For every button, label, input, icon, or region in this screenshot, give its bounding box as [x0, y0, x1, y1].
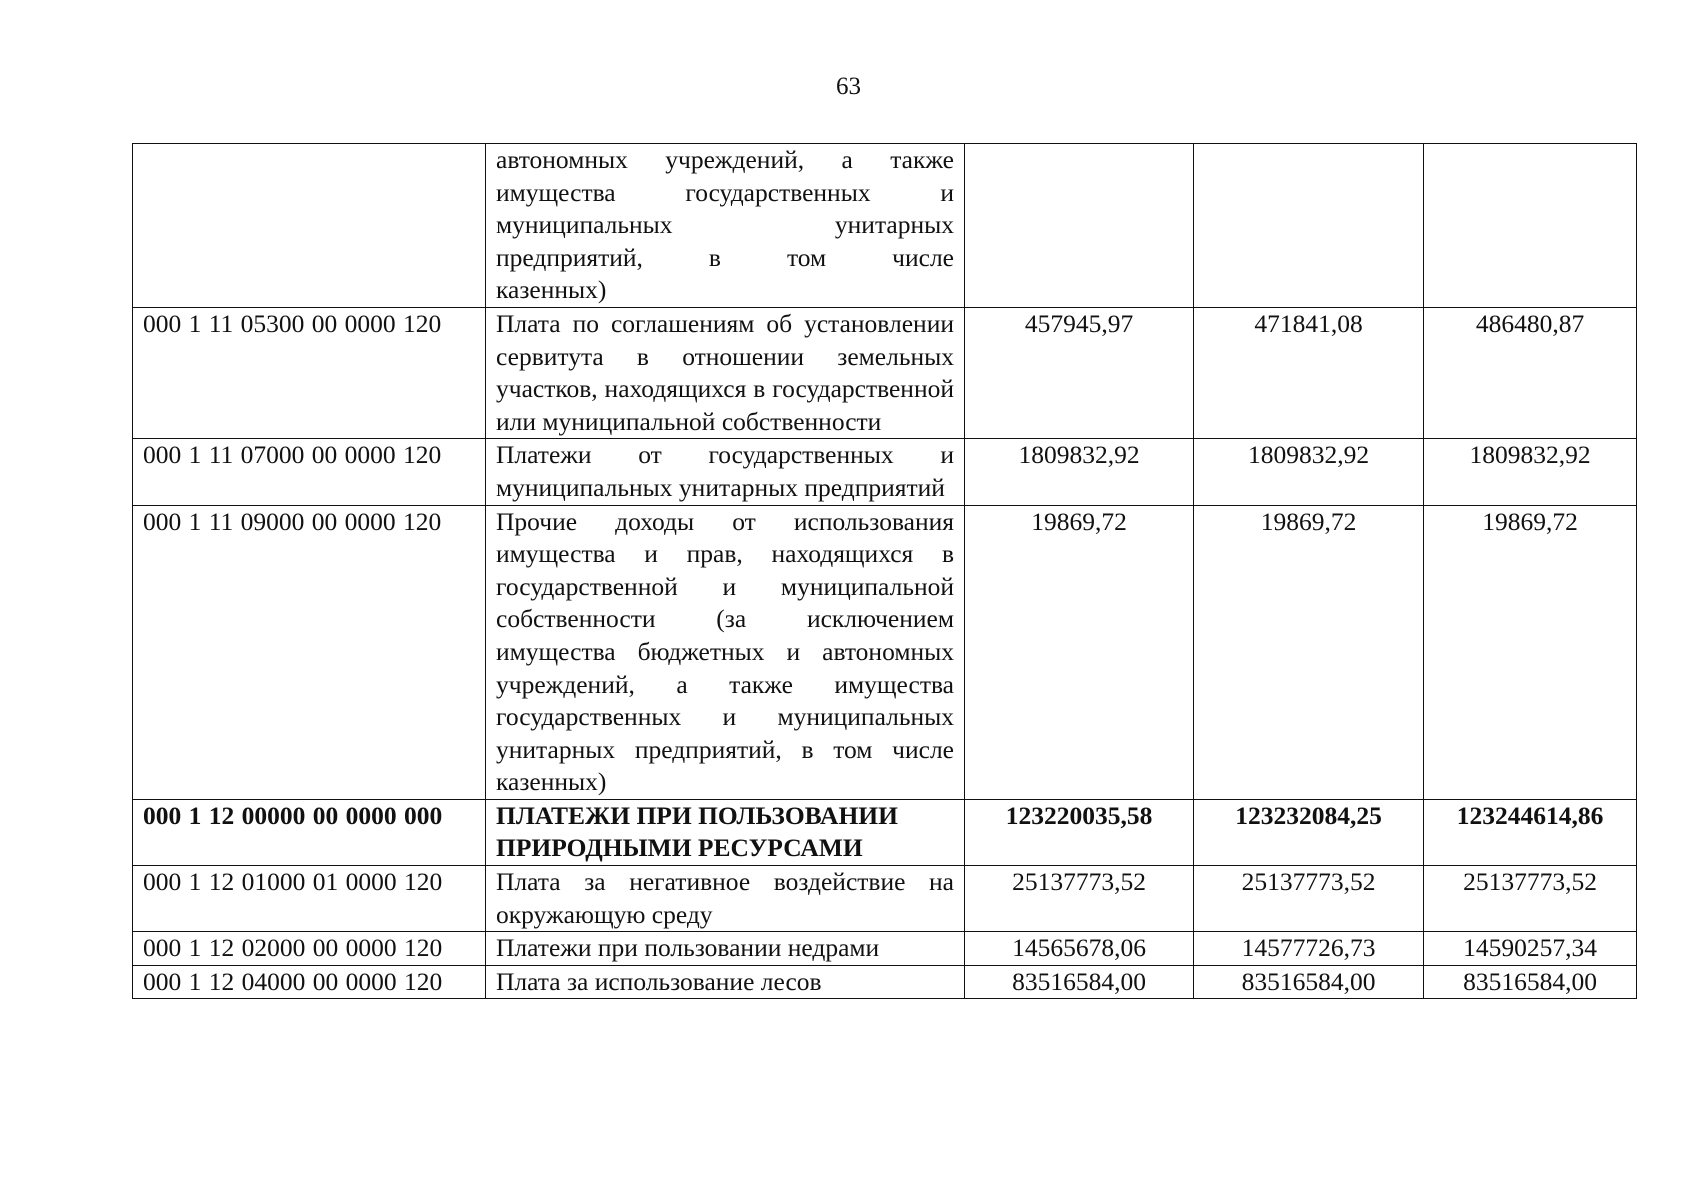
value-cell: 25137773,52	[1194, 866, 1424, 932]
description-cell: Плата за негативное воздействие на окружающую среду	[486, 866, 965, 932]
value-cell: 486480,87	[1424, 307, 1637, 438]
value-cell: 19869,72	[965, 505, 1194, 799]
table-row	[133, 932, 1637, 966]
budget-code-cell: 000 1 12 04000 00 0000 120	[133, 965, 486, 999]
budget-code-cell	[133, 144, 486, 308]
budget-code-cell: 000 1 12 02000 00 0000 120	[133, 932, 486, 966]
table-row	[133, 965, 1637, 999]
description-cell: автономных учреждений, а также имущества государственных и муниципальных унитарных предприятий, в том числе казенных)	[486, 144, 965, 308]
value-cell: 471841,08	[1194, 307, 1424, 438]
value-cell	[1424, 144, 1637, 308]
value-cell: 83516584,00	[1424, 965, 1637, 999]
table-row-section-total	[133, 799, 1637, 865]
description-cell: Платежи от государственных и муниципальных унитарных предприятий	[486, 439, 965, 505]
value-cell: 457945,97	[965, 307, 1194, 438]
value-cell: 14577726,73	[1194, 932, 1424, 966]
table-row	[133, 866, 1637, 932]
value-cell: 123232084,25	[1194, 799, 1424, 865]
description-cell: Плата за использование лесов	[486, 965, 965, 999]
description-cell: Прочие доходы от использования имущества и прав, находящихся в государственной и муниципальной собственности (за исключением имущества бюджетных и автономных учреждений, а также имущества государственных и муниципальных унитарных предприятий, в том числе казенных)	[486, 505, 965, 799]
value-cell: 1809832,92	[965, 439, 1194, 505]
value-cell: 83516584,00	[1194, 965, 1424, 999]
table-row	[133, 144, 1637, 308]
value-cell: 14565678,06	[965, 932, 1194, 966]
description-cell: ПЛАТЕЖИ ПРИ ПОЛЬЗОВАНИИ ПРИРОДНЫМИ РЕСУРСАМИ	[486, 799, 965, 865]
value-cell: 123244614,86	[1424, 799, 1637, 865]
value-cell: 1809832,92	[1194, 439, 1424, 505]
page-number: 63	[836, 73, 861, 100]
value-cell: 83516584,00	[965, 965, 1194, 999]
value-cell: 25137773,52	[965, 866, 1194, 932]
table-row	[133, 505, 1637, 799]
value-cell: 19869,72	[1424, 505, 1637, 799]
value-cell: 25137773,52	[1424, 866, 1637, 932]
value-cell: 19869,72	[1194, 505, 1424, 799]
value-cell: 1809832,92	[1424, 439, 1637, 505]
table-row	[133, 307, 1637, 438]
budget-code-cell: 000 1 11 07000 00 0000 120	[133, 439, 486, 505]
budget-code-cell: 000 1 12 01000 01 0000 120	[133, 866, 486, 932]
value-cell: 123220035,58	[965, 799, 1194, 865]
budget-code-cell: 000 1 12 00000 00 0000 000	[133, 799, 486, 865]
budget-code-cell: 000 1 11 09000 00 0000 120	[133, 505, 486, 799]
table-row	[133, 439, 1637, 505]
value-cell	[965, 144, 1194, 308]
value-cell	[1194, 144, 1424, 308]
value-cell: 14590257,34	[1424, 932, 1637, 966]
revenue-table	[132, 143, 1637, 999]
description-cell: Плата по соглашениям об установлении сервитута в отношении земельных участков, находящихся в государственной или муниципальной собственности	[486, 307, 965, 438]
budget-code-cell: 000 1 11 05300 00 0000 120	[133, 307, 486, 438]
description-cell: Платежи при пользовании недрами	[486, 932, 965, 966]
